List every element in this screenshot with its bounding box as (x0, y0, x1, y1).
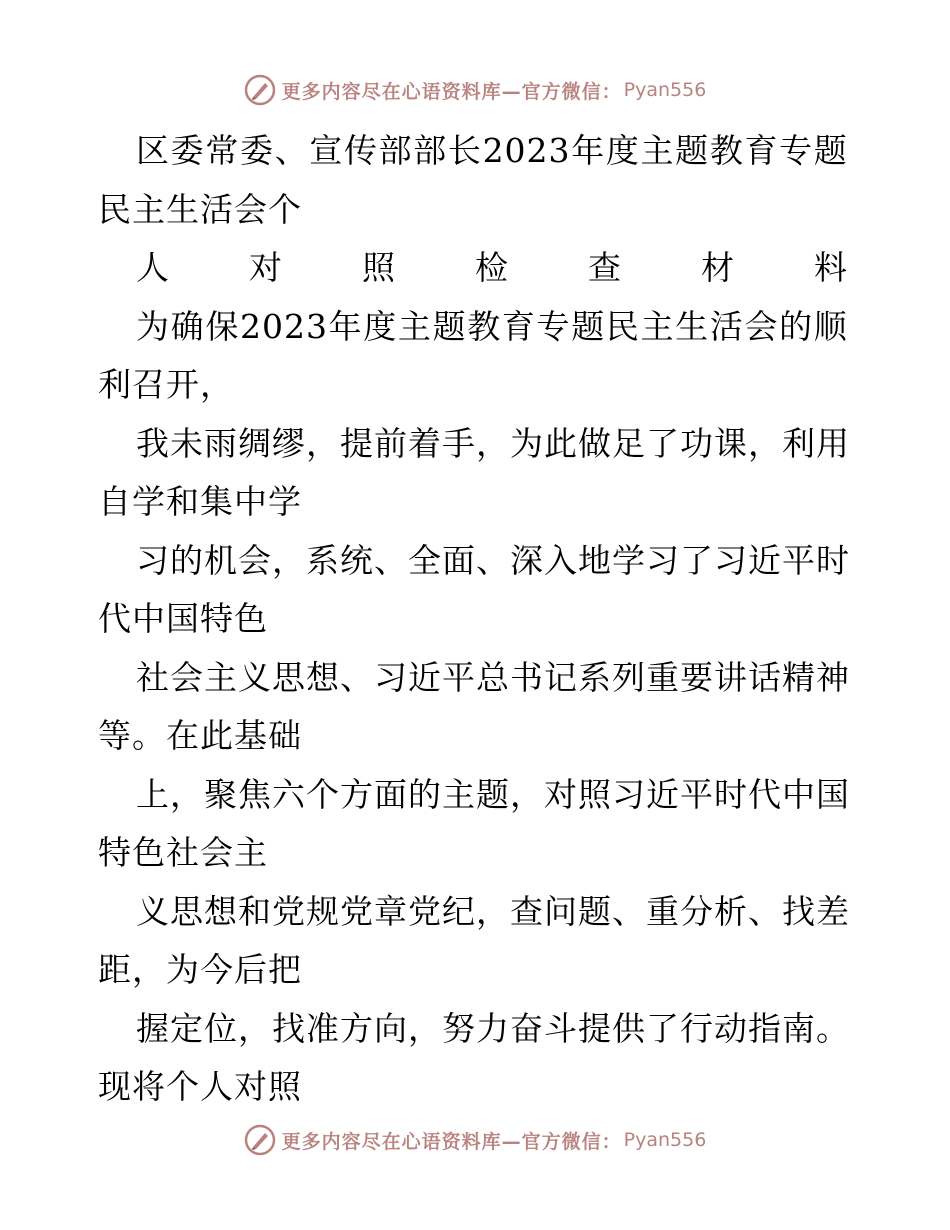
body-line: 民主生活会个 (98, 189, 302, 229)
body-line: 等。在此基础 (98, 716, 302, 755)
footer-banner-text: 更多内容尽在心语资料库—官方微信： (281, 1130, 622, 1153)
body-line: 利召开， (98, 365, 234, 404)
footer-watermark-banner (0, 1120, 950, 1160)
body-line: 代中国特色 (98, 599, 268, 638)
body-line: 我 未 雨 绸 缪 ， 提 前 着 手 ， 为 此 做 足 了 功 课 ， 利 用 (136, 423, 850, 463)
header-watermark-banner (0, 70, 950, 110)
pen-logo-icon (244, 74, 276, 106)
body-line: 区 委 常 委 、 宣 传 部 部 长 2023 年 度 主 题 教 育 专 题 (136, 131, 848, 170)
body-line: 上 ， 聚 焦 六 个 方 面 的 主 题 ， 对 照 习 近 平 时 代 中 国 (136, 774, 850, 814)
body-line: 义 思 想 和 党 规 党 章 党 纪 ， 查 问 题 、 重 分 析 、 找 差 (136, 891, 850, 931)
header-banner-text: 更多内容尽在心语资料库—官方微信： (281, 80, 622, 103)
body-line: 现将个人对照 (98, 1067, 302, 1106)
body-line: 距，为今后把 (98, 950, 302, 989)
body-line: 人 对 照 检 查 材 料 (136, 248, 848, 287)
footer-banner-wechat: Pyan556 (623, 1129, 707, 1151)
body-line: 自学和集中学 (98, 482, 302, 521)
body-line: 为 确 保 2023 年 度 主 题 教 育 专 题 民 主 生 活 会 的 顺 (136, 306, 848, 346)
body-line: 特色社会主 (98, 833, 268, 872)
document-body (98, 122, 858, 1117)
body-line: 习 的 机 会 ， 系 统 、 全 面 、 深 入 地 学 习 了 习 近 平 时 (136, 540, 850, 580)
body-line: 握 定 位 ， 找 准 方 向 ， 努 力 奋 斗 提 供 了 行 动 指 南 。 (136, 1008, 850, 1048)
header-banner-wechat: Pyan556 (623, 79, 707, 101)
pen-logo-icon (244, 1124, 276, 1156)
body-line: 社 会 主 义 思 想 、 习 近 平 总 书 记 系 列 重 要 讲 话 精 神 (136, 657, 850, 697)
